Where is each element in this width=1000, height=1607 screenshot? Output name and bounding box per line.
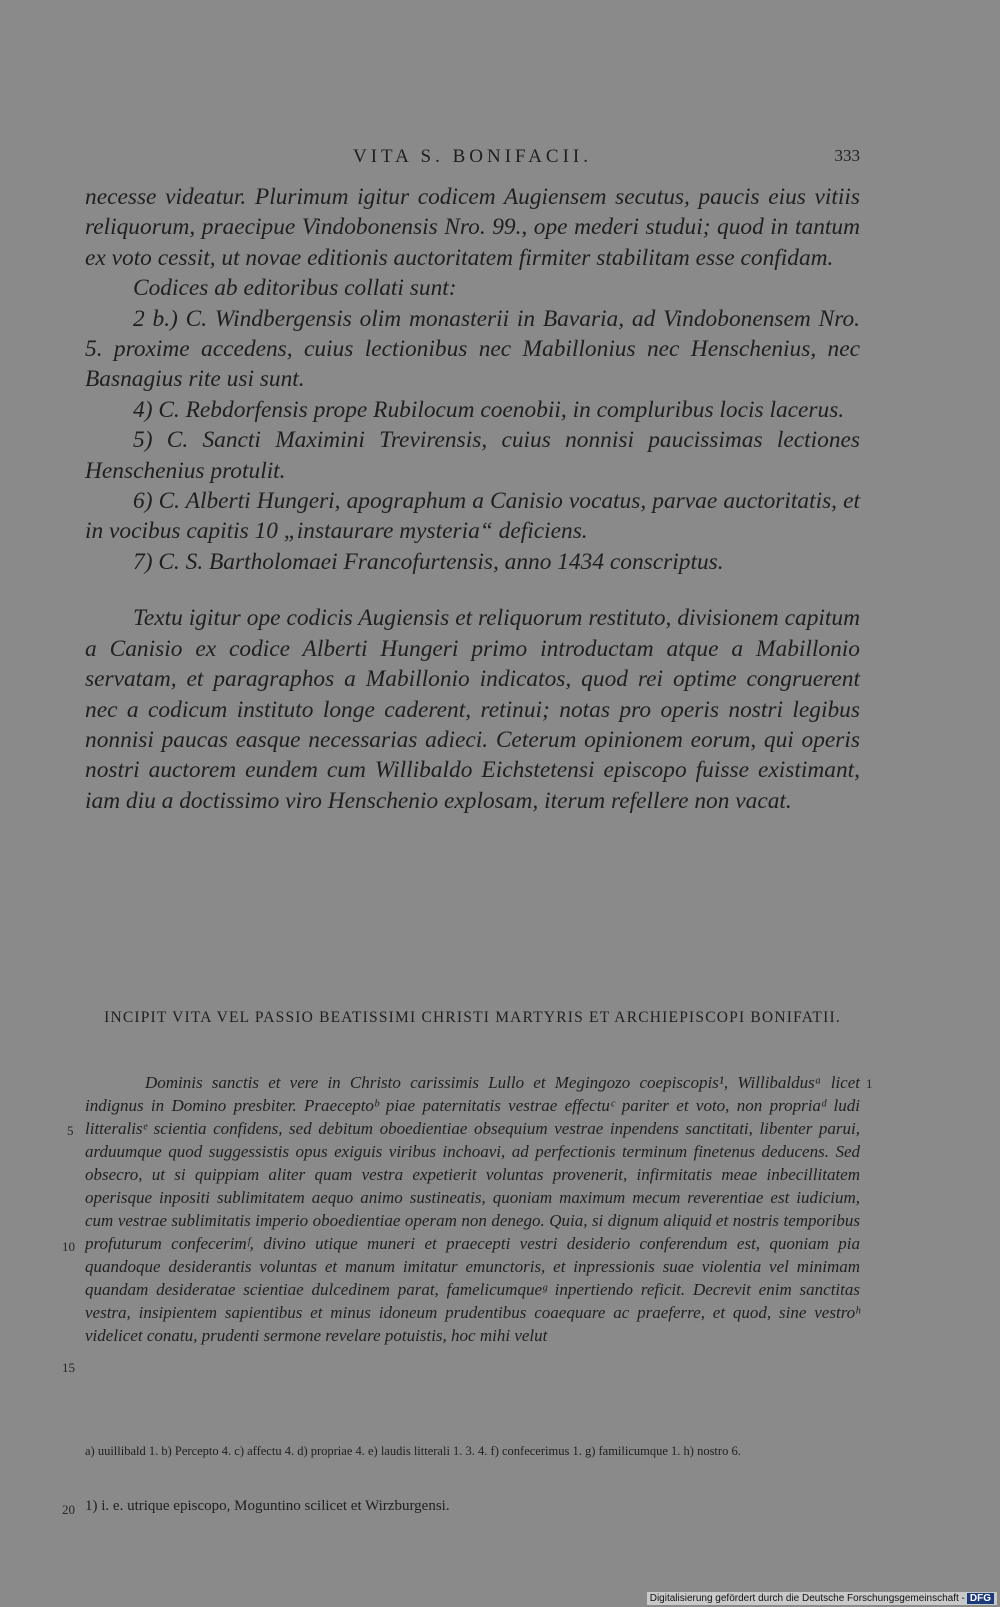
intro-paragraph: necesse videatur. Plurimum igitur codicem Augiensem secutus, paucis eius vitiis reliquorum, praecipue Vindobonensis Nro. 99., ope mederi studui; quod in tantum ex voto cessit, ut novae editionis auctoritatem firmiter stabilitam esse confidam. (85, 184, 860, 271)
intro-paragraph: Textu igitur ope codicis Augiensis et reliquorum restituto, divisionem capitum a Canisio ex codice Alberti Hungeri primo introductam atque a Mabillonio servatam, et paragraphos a Mabillonio indicatos, quod rei optime congruerent nec a codicum instituto longe caderent, retinui; notas pro operis nostri legibus nonnisi paucas easque necessarias adieci. Ceterum opinionem eorum, qui operis nostri auctorem eundem cum Willibaldo Eichstetensi episcopo fuisse existimant, iam diu a doctissimo viro Henschenio explosam, iterum refellere non vacat. (85, 605, 860, 814)
codex-entry: 7) C. S. Bartholomaei Francofurtensis, anno 1434 conscriptus. (133, 548, 724, 575)
codex-entry: 2 b.) C. Windbergensis olim monasterii in Bavaria, ad Vindobonensem Nro. 5. proxime accedens, cuius lectionibus nec Mabillonius nec Henschenius, nec Basnagius rite usi sunt. (85, 305, 860, 393)
line-number: 5 (67, 1123, 74, 1138)
section-title: INCIPIT VITA VEL PASSIO BEATISSIMI CHRISTI MARTYRIS ET ARCHIEPISCOPI BONIFATII. (104, 1009, 841, 1026)
line-number: 20 (62, 1502, 75, 1517)
codex-entry: 5) C. Sancti Maximini Trevirensis, cuius nonnisi paucissimas lectiones Henschenius protulit. (85, 427, 860, 484)
credit-text: Digitalisierung gefördert durch die Deutsche Forschungsgemeinschaft - (649, 1593, 965, 1604)
running-header (85, 146, 860, 170)
codices-heading: Codices ab editoribus collati sunt: (133, 275, 457, 302)
vita-paragraph: Dominis sanctis et vere in Christo carissimis Lullo et Megingozo coepiscopis¹, Willibaldusᵃ licet indignus in Domino presbiter. Praeceptoᵇ piae paternitatis vestrae effectuᶜ pariter et voto, non propriaᵈ ludi litteralisᵉ scientia confidens, sed debitum oboedientiae obsequium vestrae inpendens sanctitati, libenter parui, arduumque quod suggessistis opus exiguis viribus inchoavi, ad perfectionis terminum finetenus deducens. Sed obsecro, ut si quippiam aliter quam vestra expetierit voluntas provenerit, infirmitatis meae inbecillitatem operisque inpositi sublimitatem aequo animo sustineatis, quoniam maximum mecum reverentiae est iudicium, cum vestrae sublimitatis imperio oboedientiae operam non denego. Quia, si dignum aliquid et nostris temporibus profuturum confecerimᶠ, divino utique muneri et praecepti vestri desiderio conferendum est, quoniam pia quandoque desiderantis voluntas et manum imitatur emunctoris, et inpressionis suae violentia vel minimam quandam desideratae scientiae dulcedinem parat, famelicumqueᵍ inpertiendo reficit. Decrevit enim sanctitas vestra, insipientem sapientibus et minus idoneum prudentibus coaequare ac praeferre, et quod, sine vestroʰ videlicet conatu, prudenti sermone revelare potuistis, hoc mihi velut (85, 1073, 860, 1345)
codex-entry: 4) C. Rebdorfensis prope Rubilocum coenobii, in compluribus locis lacerus. (133, 396, 845, 423)
introduction-text (85, 182, 860, 816)
digitization-credit (647, 1592, 997, 1605)
page-number: 333 (834, 146, 860, 165)
footnote: 1) i. e. utrique episcopo, Moguntino scilicet et Wirzburgensi. (85, 1498, 450, 1514)
variant-notes: a) uuillibald 1. b) Percepto 4. c) affectu 4. d) propriae 4. e) laudis litterali 1. 3. 4. f) confecerimus 1. g) familicumque 1. h) nostro 6. (85, 1444, 741, 1458)
line-number: 15 (62, 1360, 75, 1375)
codex-entry: 6) C. Alberti Hungeri, apographum a Canisio vocatus, parvae auctoritatis, et in vocibus capitis 10 „instaurare mysteria“ deficiens. (85, 488, 860, 545)
margin-number: 1 (866, 1076, 873, 1091)
line-number: 10 (62, 1239, 75, 1254)
dfg-logo: DFG (967, 1593, 994, 1604)
running-title: VITA S. BONIFACII. (352, 146, 593, 167)
vita-text (85, 1071, 860, 1347)
